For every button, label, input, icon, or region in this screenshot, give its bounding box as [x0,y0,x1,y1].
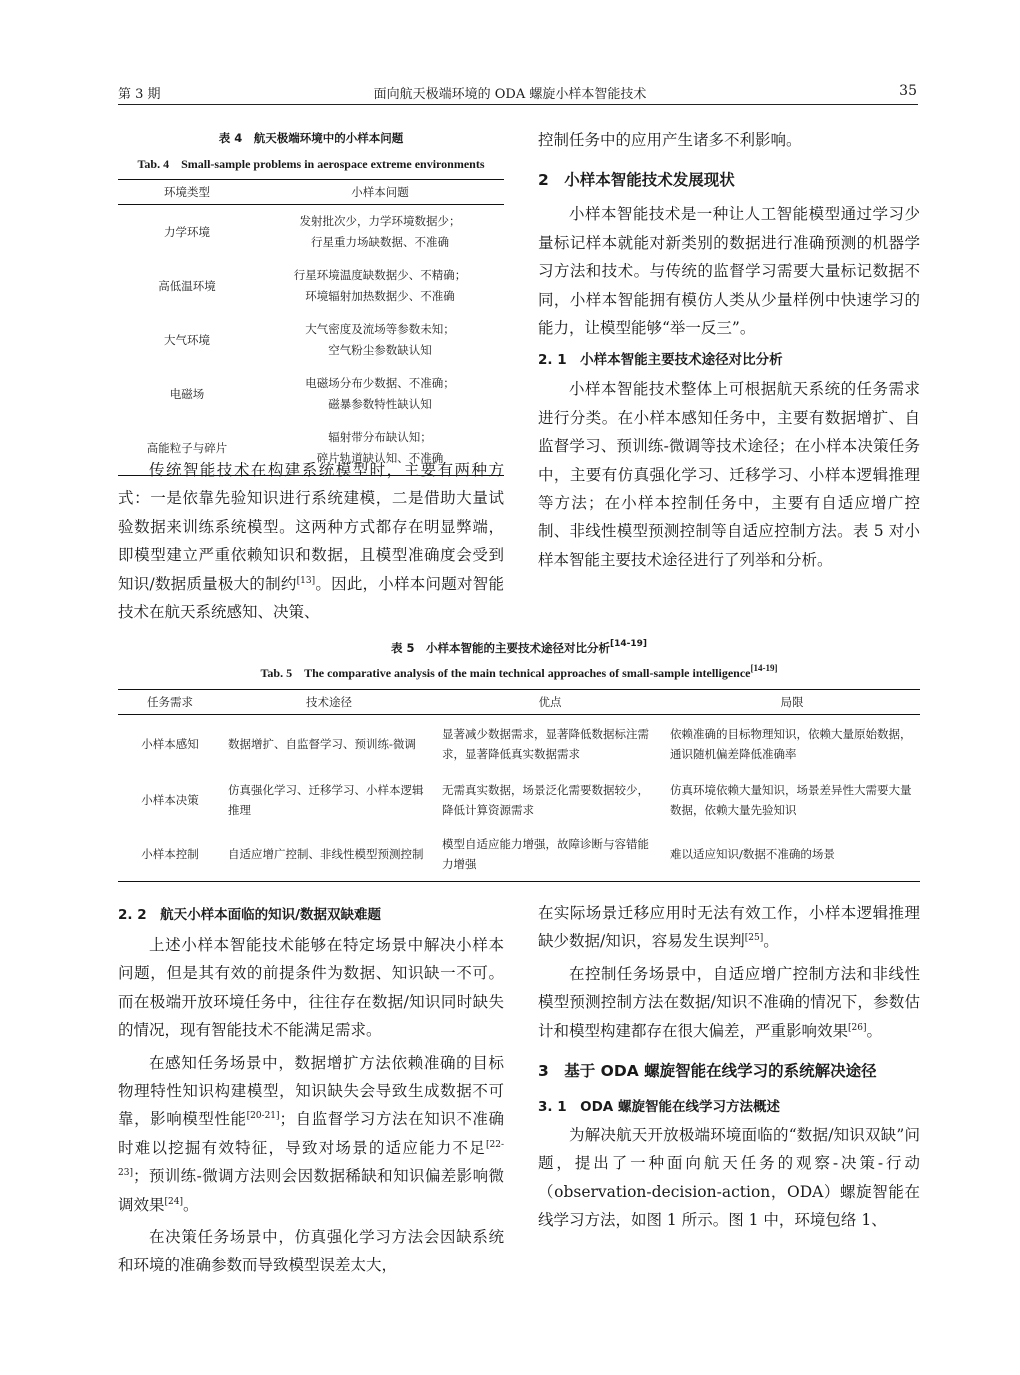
table4-cell-problem [256,313,504,367]
problem-line: 行星环境温度缺数据少、不精确； [293,268,467,282]
paragraph-section-3-1: 为解决航天开放极端环境面临的“数据/知识双缺”问题，提出了一种面向航天任务的观察-决策-行动（observation-decision-action，ODA）螺旋智能在线学习方法，如图 1 所示。图 1 中，环境包络 1、 [538,1126,920,1230]
table5-header-cons: 局限 [664,690,920,715]
problem-line: 大气密度及流场等参数未知； [305,322,455,336]
table4-cell-env: 大气环境 [164,333,210,347]
section-2-heading: 2 小样本智能技术发展现状 [538,171,735,190]
table5-header-pros: 优点 [436,690,664,715]
para-text: 。 [183,1195,199,1214]
paragraph-continued: 控制任务中的应用产生诸多不利影响。 [538,131,802,149]
table5-cell-task: 小样本感知 [141,737,199,751]
table4-cell-env: 电磁场 [169,387,205,401]
citation: [13] [296,575,316,586]
paragraph-perception [118,1049,504,1219]
table5-cell-pros: 显著减少数据需求，显著降低数据标注需求，显著降低真实数据需求 [442,727,649,761]
para-text: 。 [763,932,779,951]
problem-line: 辐射带分布缺认知； [328,430,432,444]
section-2-1-heading: 2. 1 小样本智能主要技术途径对比分析 [538,352,783,369]
table4 [118,179,504,476]
para-text: 传统智能技术在构建系统模型时，主要有两种方式：一是依靠先验知识进行系统建模，二是借助大量试验数据来训练系统模型。这两种方式都存在明显弊端，即模型建立严重依赖知识和数据，且模型准确度会受到知识/数据质量极大的制约 [118,461,504,593]
table5-cell-approach: 自适应增广控制、非线性模型预测控制 [222,827,436,882]
paragraph-section-2-1: 小样本智能技术整体上可根据航天系统的任务需求进行分类。在小样本感知任务中，主要有数据增扩、自监督学习、预训练-微调等技术途径；在小样本决策任务中，主要有仿真强化学习、迁移学习、小样本逻辑推理等方法；在小样本控制任务中，主要有自适应增广控制、非线性模型预测控制等自适应控制方法。表 5 对小样本智能主要技术途径进行了列举和分析。 [538,380,920,569]
table4-header-problem: 小样本问题 [256,180,504,205]
para-text: 。 [866,1021,883,1040]
problem-line: 环境辐射加热数据少、不准确 [305,289,455,303]
table5-cell-task: 小样本控制 [118,827,222,882]
problem-line: 行星重力场缺数据、不准确 [311,235,449,249]
table5-cell-approach: 仿真强化学习、迁移学习、小样本逻辑推理 [228,783,424,817]
table5-header-task: 任务需求 [118,690,222,715]
para-text: ；预训练-微调方法则会因数据稀缺和知识偏差影响微调效果 [118,1167,504,1214]
left-paragraph-block [118,456,504,626]
table5-cell-task: 小样本决策 [141,793,199,807]
paragraph-section-2-2: 上述小样本智能技术能够在特定场景中解决小样本问题，但是其有效的前提条件为数据、知识缺一不可。而在极端开放环境任务中，往往存在数据/知识同时缺失的情况，现有智能技术不能满足需求。 [118,936,504,1040]
paragraph-traditional [118,456,504,626]
table4-block [118,130,504,476]
table5-row [118,773,920,827]
table4-row [118,259,504,313]
table5-caption-en [118,664,920,681]
problem-line: 磁暴参数特性缺认知 [328,397,432,411]
table5-cell-cons: 仿真环境依赖大量知识，场景差异性大需要大量数据，依赖大量先验知识 [670,783,912,817]
running-title: 面向航天极端环境的 ODA 螺旋小样本智能技术 [373,87,647,102]
table4-cell-env: 高低温环境 [158,279,216,293]
problem-line: 碎片轨道缺认知、不准确 [316,451,444,465]
table5-cell-pros: 模型自适应能力增强，故障诊断与容错能力增强 [436,827,664,882]
table5-cell-cons: 依赖准确的目标物理知识，依赖大量原始数据，通识随机偏差降低准确率 [670,727,912,761]
citation: [26] [848,1022,867,1033]
table5 [118,689,920,882]
table4-row [118,367,504,421]
paragraph-section-2: 小样本智能技术是一种让人工智能模型通过学习少量标记样本就能对新类别的数据进行准确预测的机器学习方法和技术。与传统的监督学习需要大量标记数据不同，小样本智能拥有模仿人类从少量样例中快速学习的能力，让模型能够“举一反三”。 [538,205,920,338]
table5-cell-pros: 无需真实数据，场景泛化需要数据较少，降低计算资源需求 [442,783,649,817]
table4-row [118,313,504,367]
table4-caption-cn: 表 4 航天极端环境中的小样本问题 [218,131,404,145]
citation: [14-19] [610,639,648,649]
right-bottom-block [538,899,920,1235]
problem-line: 电磁场分布少数据、不准确； [305,376,455,390]
header-rule [118,104,918,105]
right-top-block [538,126,920,574]
section-3-1-heading: 3. 1 ODA 螺旋智能在线学习方法概述 [538,1099,780,1116]
table5-header-approach: 技术途径 [222,690,436,715]
para-text: 。因此，小样本问题对智能技术在航天系统感知、决策、 [118,574,504,622]
table4-cell-env: 高能粒子与碎片 [118,421,256,476]
para-text: 在感知任务场景中，数据增扩方法依赖准确的目标物理特性知识构建模型，知识缺失会导致生成数据不可靠，影响模型性能 [118,1053,504,1129]
table5-row [118,827,920,882]
table5-cell-cons: 难以适应知识/数据不准确的场景 [664,827,920,882]
citation: [25] [744,933,764,944]
para-text: 在控制任务场景中，自适应增广控制方法和非线性模型预测控制方法在数据/知识不准确的情况下，参数估计和模型构建都存在很大偏差，严重影响效果 [538,964,920,1040]
problem-line: 发射批次少，力学环境数据少； [299,214,461,228]
journal-issue: 第 3 期 [118,87,161,102]
table5-block [118,640,920,882]
section-3-heading: 3 基于 ODA 螺旋智能在线学习的系统解决途径 [538,1062,877,1081]
left-bottom-block [118,903,504,1280]
table5-caption-cn [118,640,920,656]
table4-cell-env: 力学环境 [164,225,210,239]
citation: [20-21] [246,1111,280,1122]
table4-cell-problem [256,259,504,313]
citation: [22-23] [118,1139,504,1179]
table4-cell-problem [256,367,504,421]
table5-cell-approach: 数据增扩、自监督学习、预训练-微调 [228,737,416,751]
problem-line: 空气粉尘参数缺认知 [328,343,432,357]
para-text: ；自监督学习方法在知识不准确时难以挖掘有效特征，导致对场景的适应能力不足 [118,1110,504,1157]
table5-caption-en-text: Tab. 5 The comparative analysis of the main technical approaches of small-sample intelligence [260,666,751,680]
citation: [14-19] [750,663,778,673]
paragraph-decision: 在决策任务场景中，仿真强化学习方法会因缺系统和环境的准确参数而导致模型误差太大， [118,1228,504,1275]
table5-caption-text: 表 5 小样本智能的主要技术途径对比分析 [390,641,610,655]
table4-cell-problem [256,205,504,260]
table4-row [118,205,504,260]
table5-row [118,715,920,774]
page-number: 35 [899,83,917,99]
section-2-2-heading: 2. 2 航天小样本面临的知识/数据双缺难题 [118,907,382,923]
paragraph-control [538,960,920,1045]
para-text: 在实际场景迁移应用时无法有效工作，小样本逻辑推理缺少数据/知识，容易发生误判 [538,904,920,951]
paragraph-continued-2 [538,899,920,956]
table4-header-env: 环境类型 [118,180,256,205]
table4-caption-en: Tab. 4 Small-sample problems in aerospace extreme environments [137,157,485,171]
citation: [24] [164,1196,183,1207]
